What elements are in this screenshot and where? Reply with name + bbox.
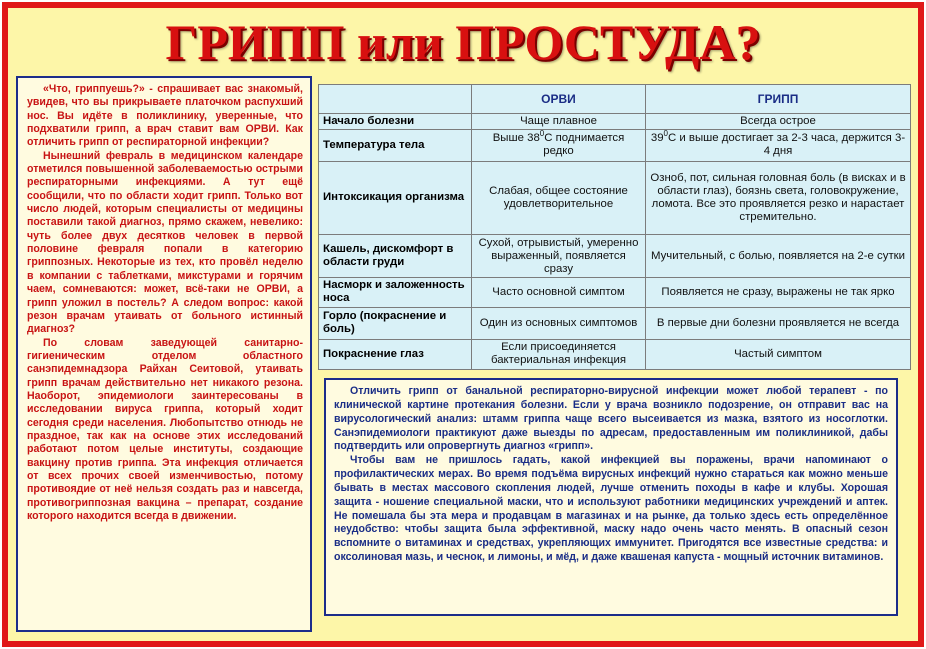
paragraph: Чтобы вам не пришлось гадать, какой инфекцией вы поражены, врачи напоминают о профилактических мерах. Во время подъёма вирусных инфекций нужно стараться как можно меньше бывать в местах массового скопления людей, лучше отменить походы в кафе и клубы. Хорошая защита - ношение специальной маски, что и используют работники медицинских учреждений и аптек. Не помешала бы эта мера и продавцам в магазинах и на рынке, да только здесь есть определённое неудобство: чтобы защита была эффективной, маску надо очень часто менять. В опасный сезон вспомните о витаминах и средствах, укрепляющих иммунитет. Пригодятся все известные средства: и оксолиновая мазь, и чеснок, и лимоны, и мёд, и даже квашеная капуста - мощный источник витаминов. [334,454,888,564]
flu-cell: Мучительный, с болью, появляется на 2-е сутки [646,235,911,278]
flu-cell: Появляется не сразу, выражены не так ярко [646,278,911,307]
orvi-temp-a: Выше 38 [492,132,540,145]
paragraph: По словам заведующей санитарно-гигиеническим отделом областного санэпидемнадзора Райхан Сеитовой, утаивать грипп врачам действительно нет никакого резона. Наоборот, эпидемиологи заинтересованы в исследовании вируса гриппа, который ходит сегодня среди населения. Любопытство отнюдь не праздное, так как на основе этих исследований работают потом целые институты, создающие вакцину против гриппа. Эта инфекция отличается от всех прочих своей изменчивостью, потому противоядие от неё нельзя создать раз и навсегда, противогриппозная вакцина – препарат, создание которого находится всегда в движении. [27,336,303,522]
row-label: Насморк и заложенность носа [319,278,472,307]
flu-cell: Частый симптом [646,339,911,369]
flu-cell [646,130,911,161]
header-orvi: ОРВИ [472,85,646,114]
orvi-cell: Чаще плавное [472,114,646,130]
row-label: Температура тела [319,130,472,161]
row-label: Кашель, дискомфорт в области груди [319,235,472,278]
paragraph: Нынешний февраль в медицинском календаре отметился повышенной заболеваемостью острыми респираторными инфекциями. А тут ещё сообщили, что по области ходит грипп. Только вот число людей, которым специалисты от медицины поставили такой диагноз, прямо скажем, невелико: чуть более двух десятков человек в первой половине февраля попали в категорию гриппозных. Некоторые из тех, кто провёл неделю в компании с таблетками, микстурами и горячим чаем, сомневаются: может, всё-таки не ОРВИ, а грипп уложил в постель? А следом вопрос: какой резон врачам утаивать от больного истинный диагноз? [27,149,303,336]
table-row [319,161,911,235]
row-label: Начало болезни [319,114,472,130]
article-bottom-box [324,378,898,616]
header-empty-cell [319,85,472,114]
row-label: Покраснение глаз [319,339,472,369]
comparison-table [318,84,911,370]
orvi-cell [472,130,646,161]
article-left-column [16,76,312,632]
orvi-temp-b: С поднимается редко [543,132,625,158]
flu-cell: В первые дни болезни проявляется не всегда [646,307,911,339]
table-header-row [319,85,911,114]
table-row [319,235,911,278]
header-flu: ГРИПП [646,85,911,114]
table-row [319,307,911,339]
paragraph: Отличить грипп от банальной респираторно-вирусной инфекции может любой терапевт - по клинической картине протекания болезни. Если у врача возникло подозрение, он отправит вас на вирусологический анализ: штамм гриппа чаще всего высеивается из мазка, взятого из носоглотки. Санэпидемиологи практикуют даже выезды по адресам, предоставленным им поликлиникой, дабы подтвердить или опровергнуть диагноз «грипп». [334,385,888,453]
orvi-cell: Если присоединяется бактериальная инфекция [472,339,646,369]
flu-temp-b: С и выше достигает за 2-3 часа, держится 3-4 дня [667,132,906,158]
row-label: Горло (покраснение и боль) [319,307,472,339]
orvi-cell: Часто основной симптом [472,278,646,307]
orvi-cell: Сухой, отрывистый, умеренно выраженный, появляется сразу [472,235,646,278]
orvi-cell: Один из основных симптомов [472,307,646,339]
paragraph: «Что, гриппуешь?» - спрашивает вас знакомый, увидев, что вы прикрываете платочком распухший нос. Вы идёте в поликлинику, уверенные, что подхватили грипп, а врач ставит вам ОРВИ. Как отличить грипп от респираторной инфекции? [27,83,303,149]
table-row [319,278,911,307]
orvi-cell: Слабая, общее состояние удовлетворительное [472,161,646,235]
degree-sign: 0 [539,129,545,139]
flu-cell: Озноб, пот, сильная головная боль (в висках и в области глаз), боязнь света, головокружение, ломота. Все это проявляется резко и нарастает стремительно. [646,161,911,235]
table-row [319,114,911,130]
table-row [319,130,911,161]
degree-sign: 0 [663,129,668,139]
poster-title: ГРИПП или ПРОСТУДА? [165,14,761,70]
row-label: Интоксикация организма [319,161,472,235]
flu-cell: Всегда острое [646,114,911,130]
table-row [319,339,911,369]
flu-temp-a: 39 [650,132,664,145]
